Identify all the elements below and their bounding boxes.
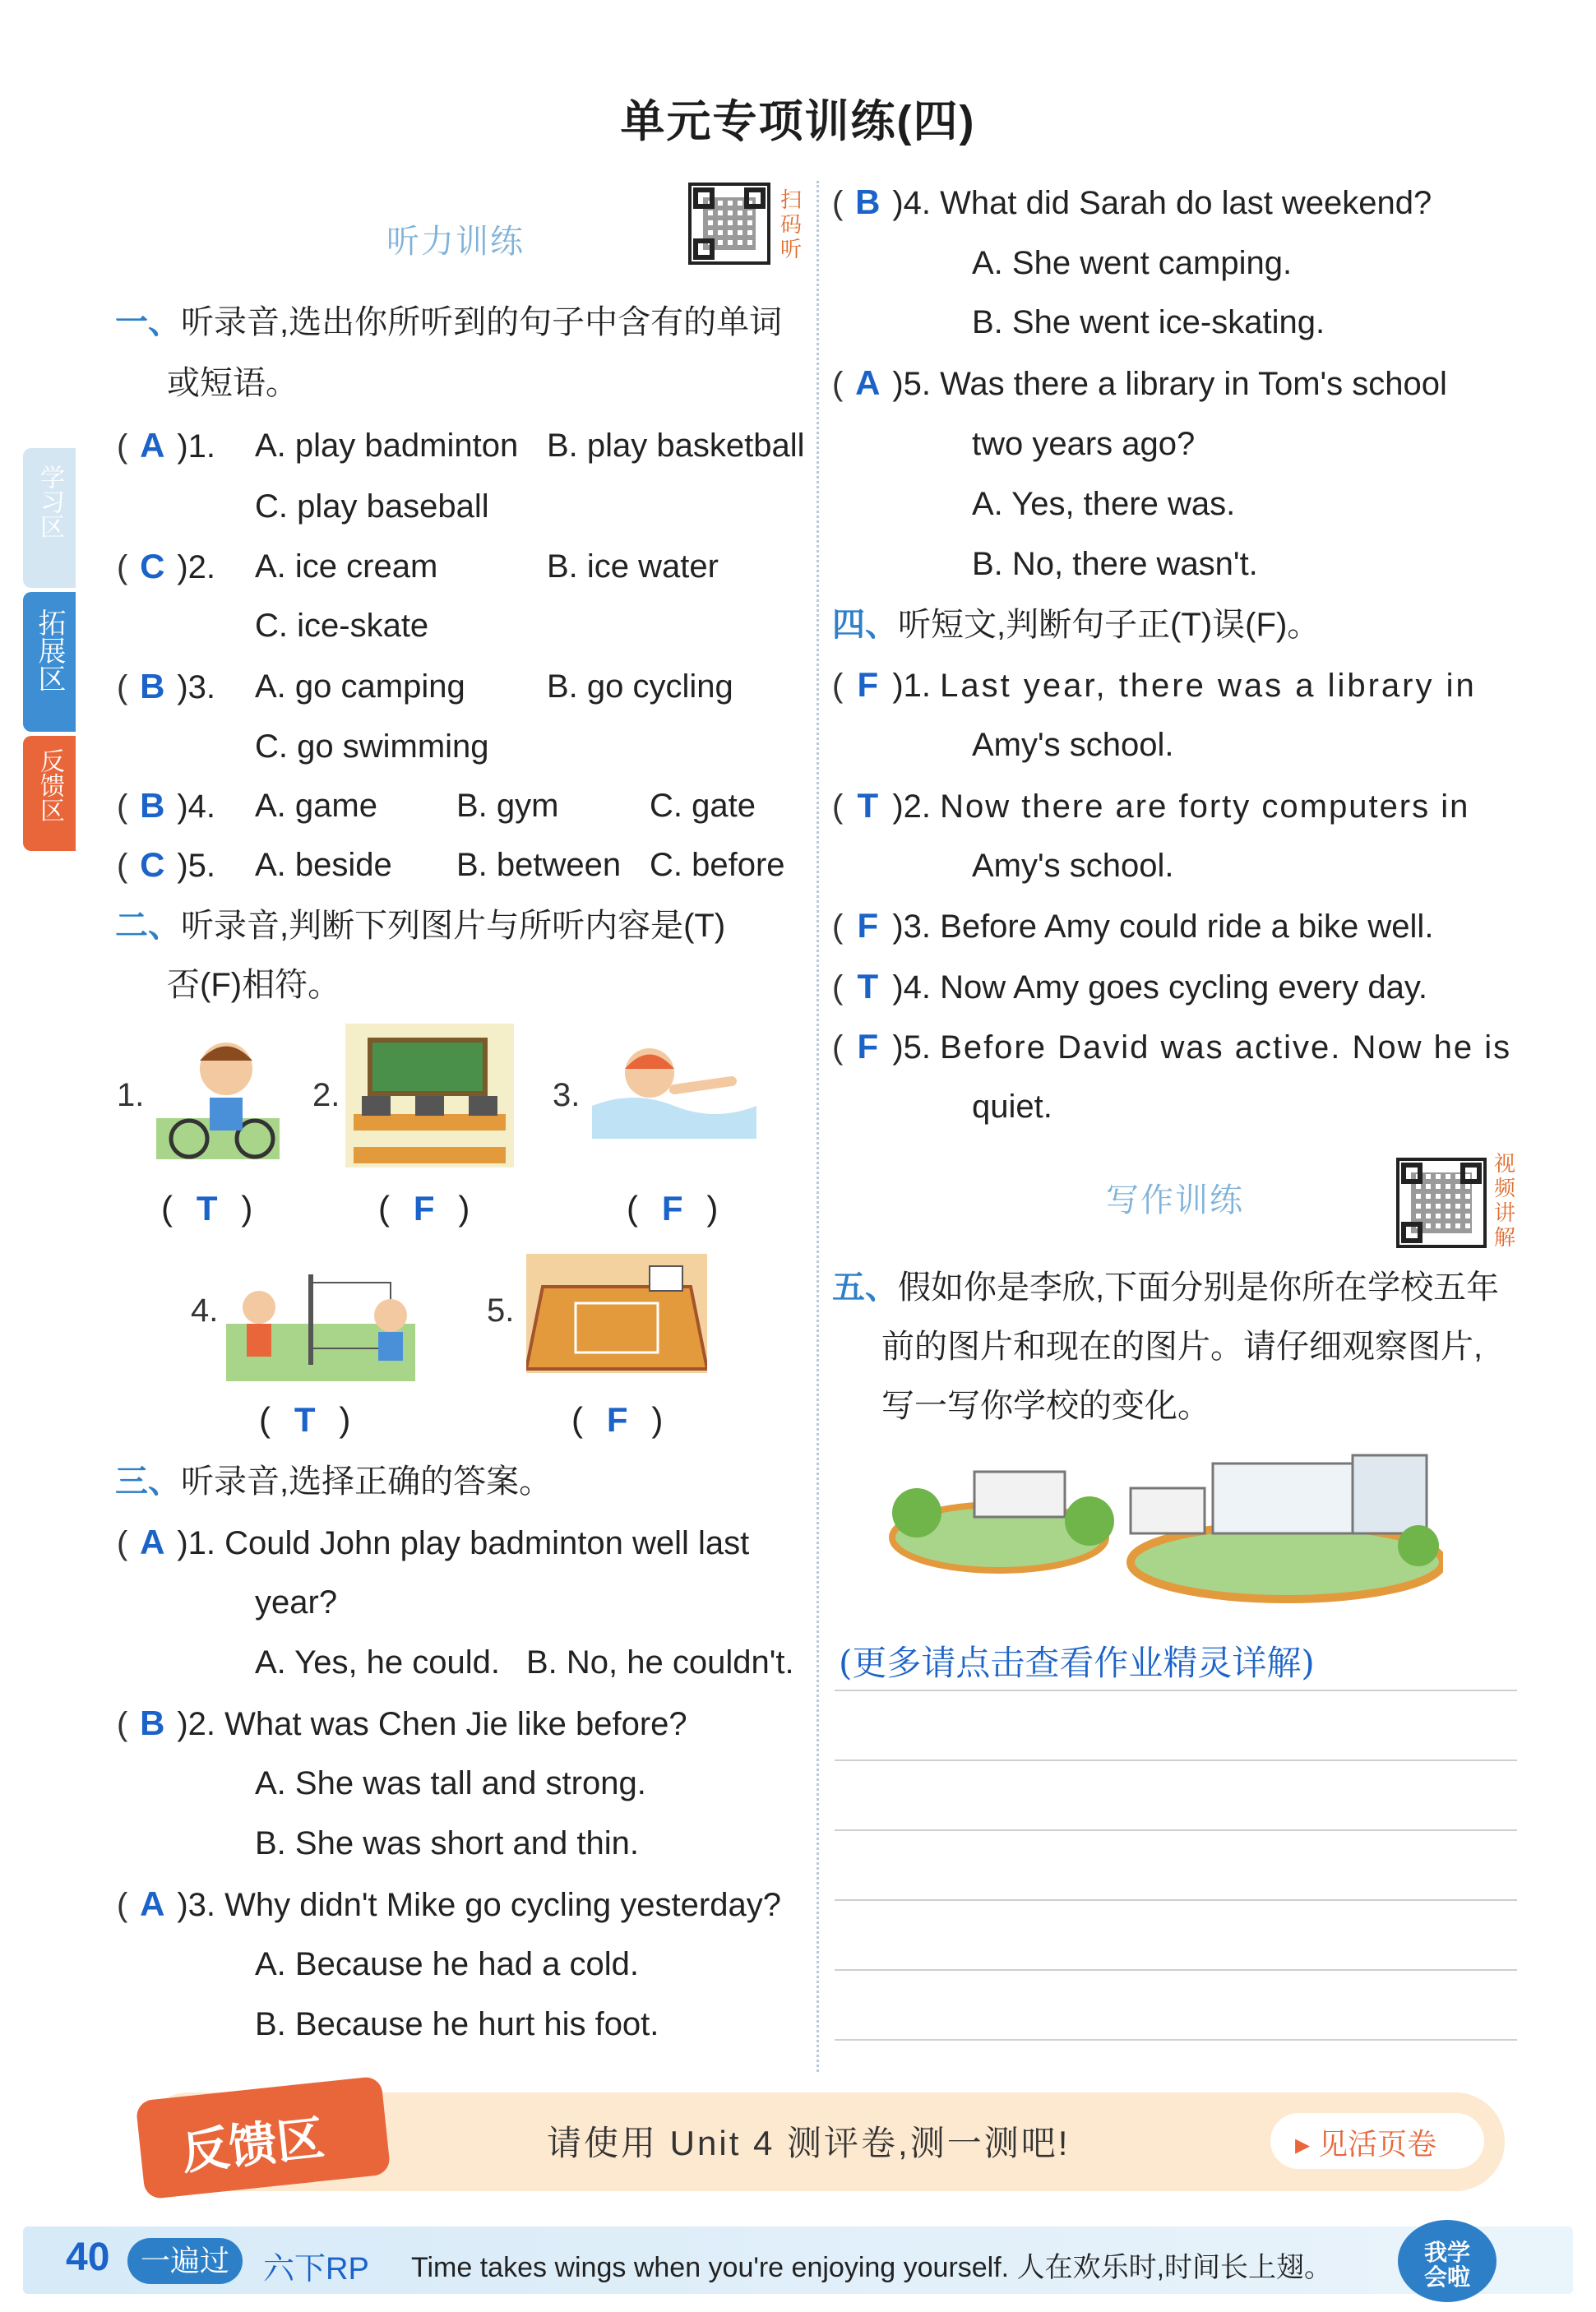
pic5-answer: ( F ) <box>571 1400 664 1439</box>
question-text: What did Sarah do last weekend? <box>940 185 1432 221</box>
item-number: )4. <box>177 788 216 825</box>
question-text: Could John play badminton well last <box>224 1525 750 1561</box>
s1-item3-opt-c: C. go swimming <box>255 728 489 765</box>
grade-label: 六下RP <box>263 2252 369 2287</box>
statement-text: Before David was active. Now he is <box>940 1029 1512 1066</box>
s1-item3-opt-a: A. go camping <box>255 668 465 705</box>
s1-item2-opt-b: B. ice water <box>547 548 719 585</box>
answer: B <box>140 667 165 705</box>
section2-heading <box>115 903 725 949</box>
s1-item2-opt-a: A. ice cream <box>255 548 438 585</box>
answer: F <box>606 1400 628 1439</box>
s3-item2-opt-b: B. She was short and thin. <box>255 1825 639 1861</box>
item-number: )1. <box>892 668 932 704</box>
item-number: )5. <box>177 848 216 884</box>
qr-video-caption: 视频讲解 <box>1493 1151 1515 1250</box>
section3-heading <box>115 1459 552 1505</box>
pic4-answer: ( T ) <box>259 1400 351 1439</box>
section3-number: 三、 <box>115 1463 181 1500</box>
pic3-number: 3. <box>553 1077 581 1113</box>
badge-label: 我学会啦 <box>1423 2240 1470 2290</box>
section4-text: 听短文,判断句子正(T)误(F)。 <box>898 607 1321 643</box>
item-number: )3. <box>177 669 216 705</box>
side-tab-extend[interactable] <box>23 592 76 732</box>
s3-item1-opt-b: B. No, he couldn't. <box>526 1644 794 1681</box>
s1-item3: ( B )3. <box>117 664 215 710</box>
section1-heading <box>115 299 782 345</box>
pic2-computer-room <box>345 1024 514 1168</box>
answer: T <box>196 1189 218 1228</box>
page-number: 40 <box>66 2236 110 2279</box>
section5-number: 五、 <box>832 1269 898 1306</box>
s4-item1: ( F )1. Last year, there was a library in <box>832 662 1477 709</box>
s1-item4: ( B )4. <box>117 783 215 830</box>
pic2-number: 2. <box>312 1077 340 1113</box>
statement-text: Now Amy goes cycling every day. <box>940 969 1427 1006</box>
s3-item3-opt-a: A. Because he had a cold. <box>255 1946 639 1982</box>
s1-item5-opt-c: C. before <box>650 847 785 883</box>
pic3-answer: ( F ) <box>627 1189 719 1228</box>
section4-number: 四、 <box>832 607 898 643</box>
item-number: )1. <box>177 1525 216 1561</box>
qr-code-listen[interactable] <box>688 183 770 265</box>
answer: A <box>140 1523 165 1561</box>
s1-item2: ( C )2. <box>117 543 215 590</box>
section5-heading-2: 前的图片和现在的图片。请仔细观察图片, <box>881 1329 1483 1365</box>
s3-item4-opt-a: A. She went camping. <box>972 245 1293 281</box>
section1-text: 听录音,选出你所听到的句子中含有的单词 <box>181 304 783 340</box>
question-text: Was there a library in Tom's school <box>940 366 1447 402</box>
section1-heading-2: 或短语。 <box>167 365 298 401</box>
feedback-button-label: ▸ 见活页卷 <box>1295 2127 1437 2161</box>
s1-item4-opt-c: C. gate <box>650 788 756 824</box>
answer: F <box>857 1027 879 1066</box>
s1-item1-opt-a: A. play badminton <box>255 428 519 464</box>
section3-text: 听录音,选择正确的答案。 <box>181 1463 553 1500</box>
item-number: )4. <box>892 969 932 1006</box>
s3-item4: ( B )4. What did Sarah do last weekend? <box>832 179 1432 226</box>
answer: T <box>857 786 879 825</box>
s4-item1-cont: Amy's school. <box>972 727 1174 763</box>
s3-item1-opt-a: A. Yes, he could. <box>255 1644 501 1681</box>
item-number: )1. <box>177 428 216 465</box>
s3-item1-q2: year? <box>255 1584 338 1621</box>
s3-item2: ( B )2. What was Chen Jie like before? <box>117 1700 687 1747</box>
statement-text: Last year, there was a library in <box>940 668 1477 704</box>
section2-text: 听录音,判断下列图片与所听内容是(T) <box>181 908 726 944</box>
writing-line[interactable] <box>835 1690 1517 1691</box>
writing-line[interactable] <box>835 1899 1517 1901</box>
answer: A <box>140 1884 165 1923</box>
answer: F <box>857 906 879 945</box>
question-text: Why didn't Mike go cycling yesterday? <box>224 1887 781 1923</box>
school-change-illustration <box>884 1447 1443 1611</box>
feedback-label: 反馈区 <box>178 2111 327 2180</box>
qr-listen-caption: 扫码听 <box>779 187 802 261</box>
item-number: )2. <box>177 1706 216 1742</box>
pic1-answer: ( T ) <box>161 1189 253 1228</box>
writing-line[interactable] <box>835 1969 1517 1971</box>
more-details-link[interactable]: (更多请点击查看作业精灵详解) <box>839 1643 1315 1683</box>
answer: A <box>855 363 881 402</box>
pic1-boy-cycling <box>148 1028 288 1168</box>
page-title: 单元专项训练(四) <box>620 97 976 146</box>
s1-item4-opt-b: B. gym <box>456 788 559 824</box>
section5-text: 假如你是李欣,下面分别是你所在学校五年 <box>898 1269 1500 1306</box>
writing-line[interactable] <box>835 2039 1517 2041</box>
answer: T <box>857 967 879 1006</box>
footer-quote: Time takes wings when you're enjoying yourself. 人在欢乐时,时间长上翅。 <box>411 2252 1333 2283</box>
answer: B <box>855 183 881 221</box>
s1-item4-opt-a: A. game <box>255 788 377 824</box>
s1-item1-opt-b: B. play basketball <box>547 428 805 464</box>
section2-number: 二、 <box>115 908 181 944</box>
brand-badge: 一遍过 <box>127 2238 243 2284</box>
item-number: )2. <box>892 788 932 825</box>
statement-text: Before Amy could ride a bike well. <box>940 909 1434 945</box>
side-tab-study[interactable] <box>23 448 76 588</box>
statement-text: Now there are forty computers in <box>940 788 1470 825</box>
section5-heading-3: 写一写你学校的变化。 <box>881 1388 1210 1424</box>
feedback-text: 请使用 Unit 4 测评卷,测一测吧! <box>547 2124 1071 2162</box>
s1-item3-opt-b: B. go cycling <box>547 668 733 705</box>
s4-item5-cont: quiet. <box>972 1089 1052 1125</box>
pic5-number: 5. <box>487 1292 515 1329</box>
s1-item5-opt-a: A. beside <box>255 847 392 883</box>
pic2-answer: ( F ) <box>378 1189 470 1228</box>
s4-item5: ( F )5. Before David was active. Now he is <box>832 1024 1511 1070</box>
item-number: )3. <box>177 1887 216 1923</box>
side-tab-feedback-label: 反馈区 <box>36 748 63 822</box>
s3-item3: ( A )3. Why didn't Mike go cycling yesterday? <box>117 1881 781 1928</box>
s3-item5-q2: two years ago? <box>972 426 1196 462</box>
answer: A <box>140 426 165 465</box>
item-number: )5. <box>892 1029 932 1066</box>
answer: B <box>140 786 165 825</box>
answer: C <box>140 845 165 884</box>
answer: F <box>413 1189 435 1228</box>
answer: C <box>140 547 165 585</box>
s1-item5: ( C )5. <box>117 842 215 889</box>
pic3-swimmer <box>592 1040 756 1139</box>
s4-item3: ( F )3. Before Amy could ride a bike well. <box>832 903 1433 950</box>
s4-item4: ( T )4. Now Amy goes cycling every day. <box>832 964 1427 1010</box>
question-text: What was Chen Jie like before? <box>224 1706 687 1742</box>
qr-code-video[interactable] <box>1396 1158 1487 1248</box>
section1-number: 一、 <box>115 304 181 340</box>
s3-item5-opt-a: A. Yes, there was. <box>972 486 1236 522</box>
answer: F <box>857 665 879 704</box>
section4-heading <box>832 602 1320 648</box>
item-number: )2. <box>177 549 216 585</box>
side-tab-extend-label: 拓展区 <box>34 608 65 692</box>
writing-line[interactable] <box>835 1829 1517 1831</box>
s3-item2-opt-a: A. She was tall and strong. <box>255 1765 646 1801</box>
s1-item2-opt-c: C. ice-skate <box>255 608 429 644</box>
side-tab-study-label: 学习区 <box>36 465 63 539</box>
pic5-gym <box>526 1254 707 1373</box>
section2-heading-2: 否(F)相符。 <box>167 967 341 1003</box>
s1-item1: ( A )1. <box>117 423 215 469</box>
side-tab-feedback[interactable] <box>23 736 76 851</box>
s3-item4-opt-b: B. She went ice-skating. <box>972 304 1325 340</box>
item-number: )4. <box>892 185 932 221</box>
pic4-number: 4. <box>191 1292 219 1329</box>
s3-item5-opt-b: B. No, there wasn't. <box>972 546 1258 582</box>
s1-item5-opt-b: B. between <box>456 847 622 883</box>
item-number: )5. <box>892 366 932 402</box>
s1-item1-opt-c: C. play baseball <box>255 488 489 525</box>
answer: F <box>661 1189 683 1228</box>
s3-item5: ( A )5. Was there a library in Tom's school <box>832 360 1447 407</box>
pic4-badminton <box>226 1258 415 1381</box>
answer: B <box>140 1704 165 1742</box>
s3-item3-opt-b: B. Because he hurt his foot. <box>255 2006 659 2042</box>
listening-banner: 听力训练 <box>386 223 525 261</box>
answer: T <box>294 1400 316 1439</box>
writing-banner: 写作训练 <box>1106 1181 1244 1219</box>
section5-heading <box>832 1265 1499 1311</box>
s3-item1: ( A )1. Could John play badminton well last <box>117 1519 749 1566</box>
item-number: )3. <box>892 909 932 945</box>
pic1-number: 1. <box>117 1077 145 1113</box>
s4-item2: ( T )2. Now there are forty computers in <box>832 783 1469 830</box>
writing-line[interactable] <box>835 1759 1517 1761</box>
column-divider <box>817 181 819 2072</box>
s4-item2-cont: Amy's school. <box>972 848 1174 884</box>
